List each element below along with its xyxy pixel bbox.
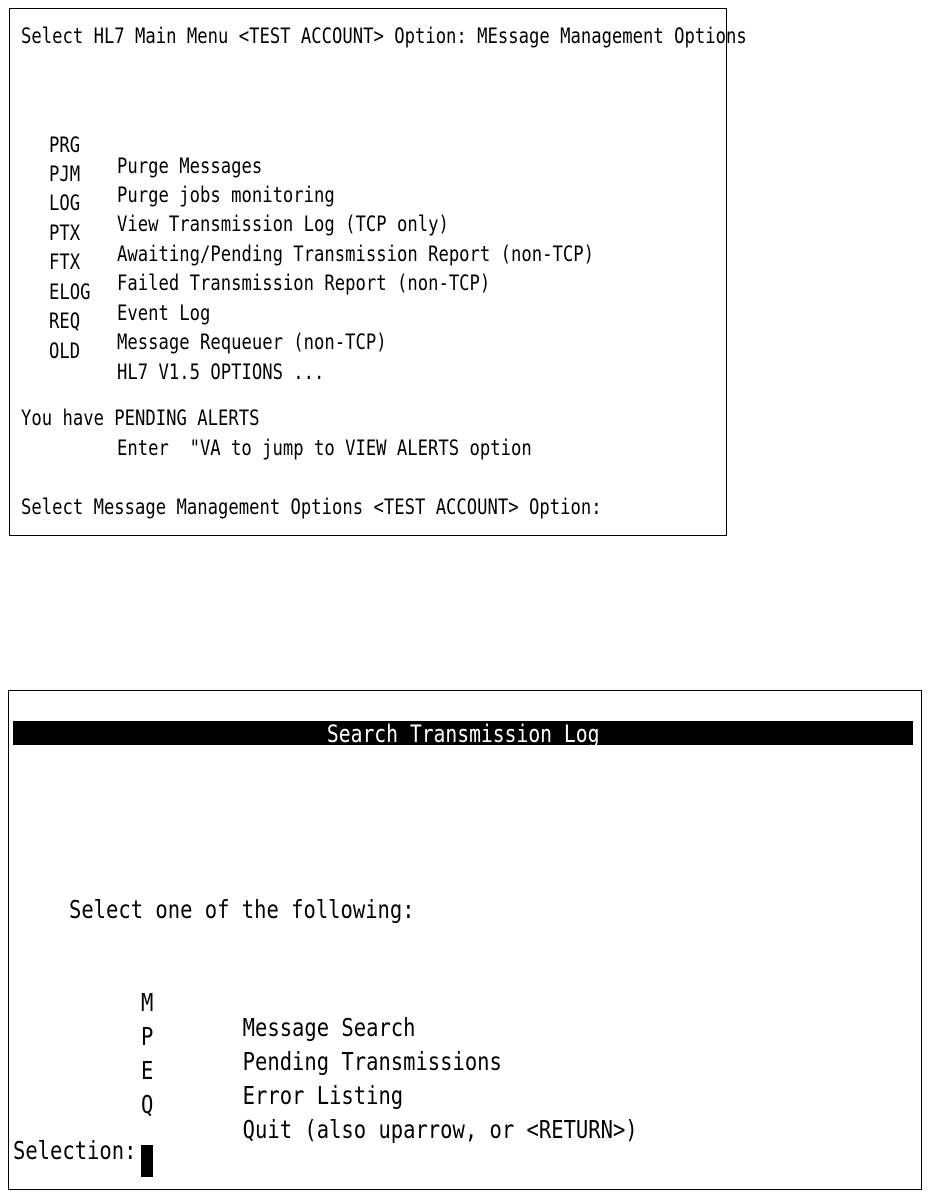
screen-title: Search Transmission Log — [326, 720, 600, 748]
selection-prompt: Selection: — [13, 1136, 137, 1165]
terminal-screen-search-transmission-log — [8, 690, 922, 1190]
view-alerts-hint: Enter "VA to jump to VIEW ALERTS option — [117, 436, 532, 460]
menu-item-label: View Transmission Log (TCP only) — [117, 212, 449, 236]
option-key: E — [141, 1056, 154, 1085]
main-menu-prompt-line: Select HL7 Main Menu <TEST ACCOUNT> Option: MEssage Management Options — [21, 24, 747, 48]
menu-item-label: Purge Messages — [117, 154, 263, 178]
option-label: Message Search — [242, 1013, 416, 1042]
menu-item-label: Purge jobs monitoring — [117, 183, 335, 207]
terminal-screen-message-management — [9, 8, 747, 536]
message-management-prompt[interactable]: Select Message Management Options <TEST ACCOUNT> Option: — [21, 495, 602, 519]
option-key: M — [141, 988, 154, 1017]
menu-item-code: FTX — [49, 250, 81, 274]
option-label: Error Listing — [242, 1081, 404, 1110]
menu-item-code: PTX — [49, 221, 81, 245]
menu-item-code: LOG — [49, 191, 81, 215]
menu-item-label: Awaiting/Pending Transmission Report (non-TCP) — [117, 242, 594, 266]
menu-item-code: ELOG — [49, 280, 91, 304]
option-key: Q — [141, 1090, 154, 1119]
menu-item-code: REQ — [49, 309, 81, 333]
title-bar — [13, 720, 913, 748]
option-label: Quit (also uparrow, or <RETURN>) — [242, 1115, 638, 1144]
option-key: P — [141, 1022, 154, 1051]
option-label: Pending Transmissions — [242, 1047, 502, 1076]
selection-instruction: Select one of the following: — [69, 895, 415, 924]
menu-item-label: Message Requeuer (non-TCP) — [117, 330, 387, 354]
menu-item-label: HL7 V1.5 OPTIONS ... — [117, 360, 325, 384]
pending-alerts-notice: You have PENDING ALERTS — [21, 406, 260, 430]
text-cursor[interactable] — [141, 1145, 153, 1177]
menu-item-code: PJM — [49, 162, 81, 186]
menu-item-code: OLD — [49, 339, 81, 363]
menu-item-label: Event Log — [117, 301, 211, 325]
menu-item-code: PRG — [49, 133, 81, 157]
menu-item-label: Failed Transmission Report (non-TCP) — [117, 271, 491, 295]
